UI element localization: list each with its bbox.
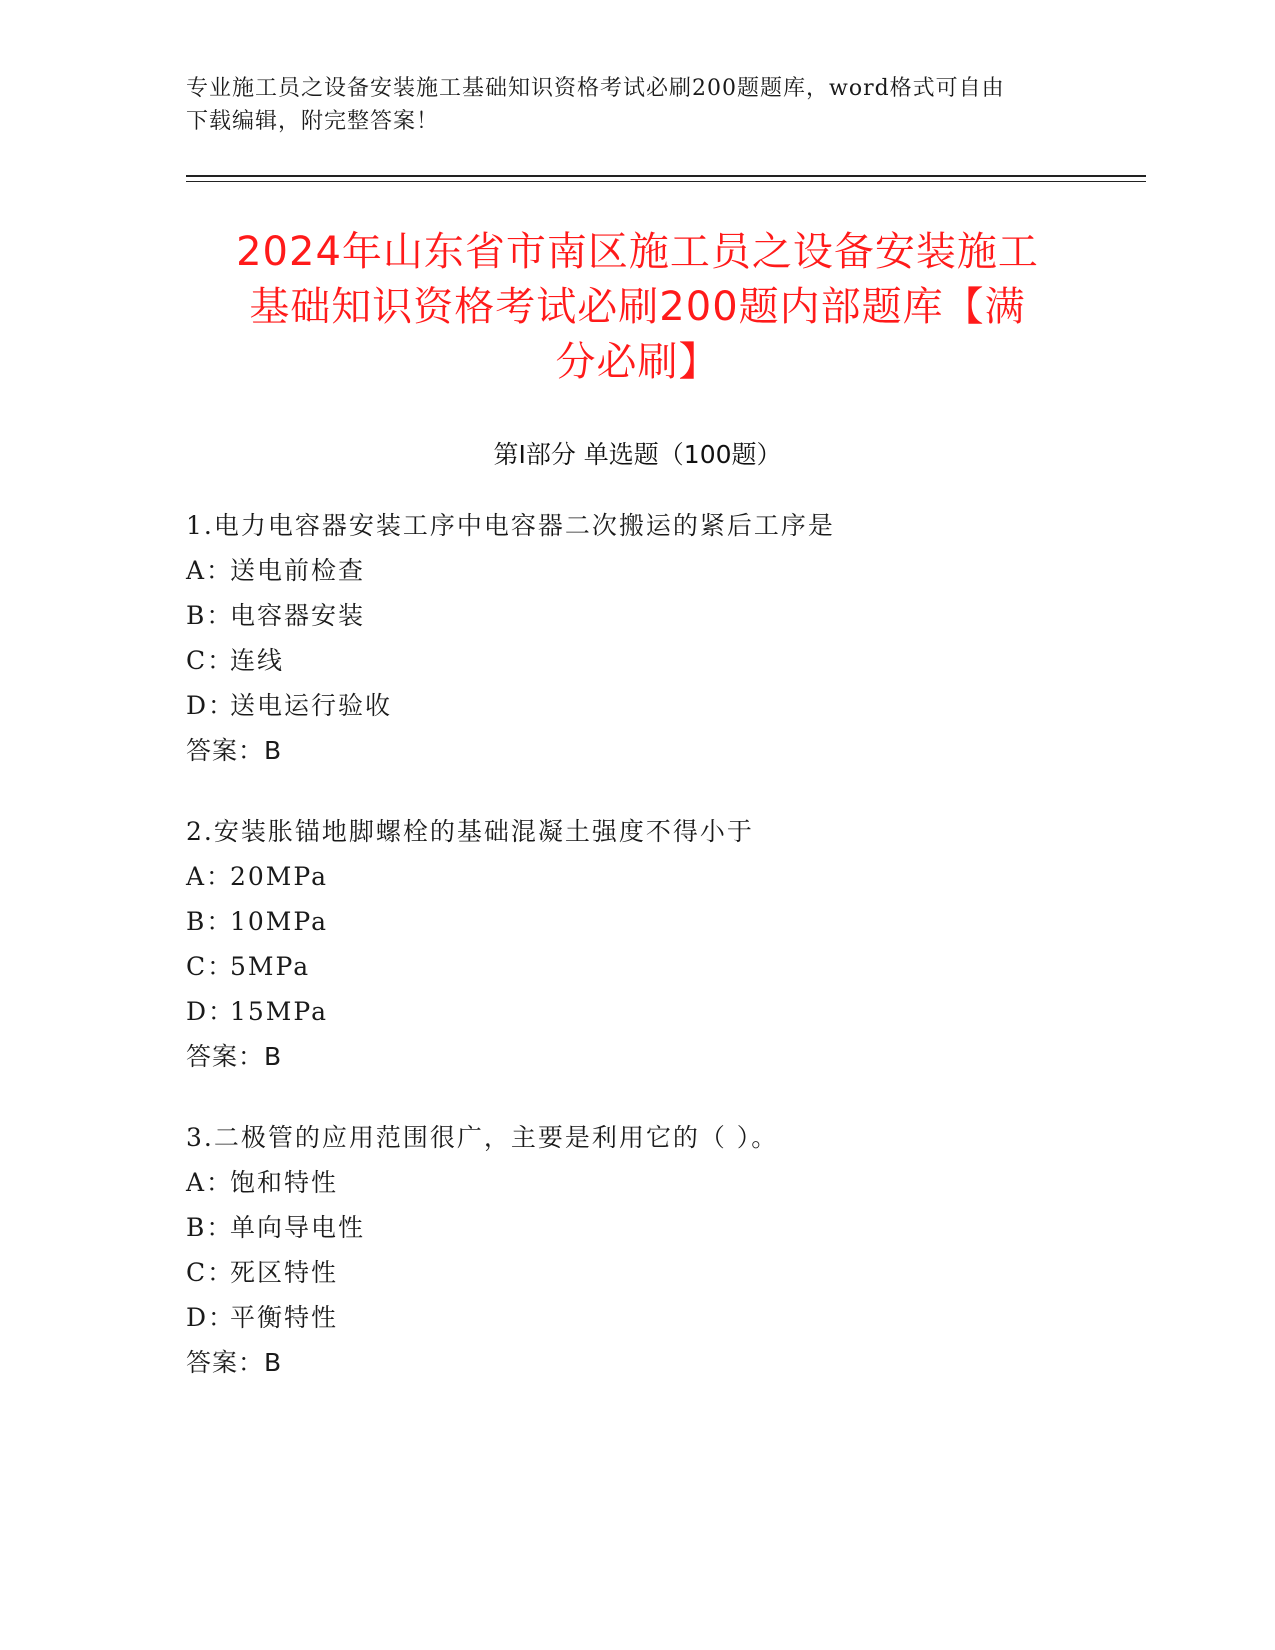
question-2 bbox=[186, 809, 754, 1079]
option-a bbox=[186, 854, 754, 899]
option-text: 饱和特性 bbox=[230, 1168, 339, 1197]
option-d bbox=[186, 1295, 778, 1340]
option-text: 死区特性 bbox=[230, 1258, 339, 1287]
option-b bbox=[186, 1205, 778, 1250]
option-text: 10MPa bbox=[230, 907, 329, 936]
option-a bbox=[186, 548, 835, 593]
header-rule-thin bbox=[186, 181, 1146, 182]
option-text: 连线 bbox=[230, 646, 285, 675]
title-line-2: 基础知识资格考试必刷200题内部题库【满 bbox=[249, 284, 1026, 330]
option-key: A： bbox=[186, 556, 234, 585]
option-text: 送电运行验收 bbox=[230, 691, 393, 720]
option-key: D： bbox=[186, 997, 236, 1026]
answer: 答案：B bbox=[186, 736, 283, 765]
option-c bbox=[186, 638, 835, 683]
option-key: D： bbox=[186, 691, 236, 720]
question-3 bbox=[186, 1115, 778, 1385]
option-text: 电容器安装 bbox=[230, 601, 366, 630]
option-key: B： bbox=[186, 1213, 234, 1242]
option-c bbox=[186, 1250, 778, 1295]
option-key: D： bbox=[186, 1303, 236, 1332]
option-b bbox=[186, 899, 754, 944]
answer: 答案：B bbox=[186, 1042, 283, 1071]
question-stem: 2.安装胀锚地脚螺栓的基础混凝土强度不得小于 bbox=[186, 817, 754, 846]
option-text: 5MPa bbox=[230, 952, 311, 981]
option-key: B： bbox=[186, 907, 234, 936]
option-key: C： bbox=[186, 646, 235, 675]
document-title bbox=[150, 225, 1125, 390]
intro-line-2: 下载编辑，附完整答案！ bbox=[186, 109, 440, 134]
option-key: C： bbox=[186, 952, 235, 981]
option-key: B： bbox=[186, 601, 234, 630]
option-d bbox=[186, 989, 754, 1034]
option-c bbox=[186, 944, 754, 989]
option-d bbox=[186, 683, 835, 728]
option-text: 15MPa bbox=[230, 997, 329, 1026]
option-b bbox=[186, 593, 835, 638]
question-stem: 3.二极管的应用范围很广，主要是利用它的（ ）。 bbox=[186, 1123, 779, 1152]
question-stem: 1.电力电容器安装工序中电容器二次搬运的紧后工序是 bbox=[186, 511, 835, 540]
intro-text bbox=[186, 72, 1066, 138]
option-a bbox=[186, 1160, 778, 1205]
title-line-3: 分必刷】 bbox=[555, 339, 720, 385]
header-rule-thick bbox=[186, 175, 1146, 177]
question-1 bbox=[186, 503, 835, 773]
title-line-1: 2024年山东省市南区施工员之设备安装施工 bbox=[236, 229, 1039, 275]
option-text: 20MPa bbox=[230, 862, 329, 891]
intro-line-1: 专业施工员之设备安装施工基础知识资格考试必刷200题题库，word格式可自由 bbox=[186, 76, 1005, 101]
option-key: C： bbox=[186, 1258, 235, 1287]
option-text: 平衡特性 bbox=[230, 1303, 339, 1332]
option-text: 单向导电性 bbox=[230, 1213, 366, 1242]
option-key: A： bbox=[186, 862, 234, 891]
answer: 答案：B bbox=[186, 1348, 283, 1377]
option-key: A： bbox=[186, 1168, 234, 1197]
section-heading: 第Ⅰ部分 单选题（100题） bbox=[493, 440, 782, 469]
option-text: 送电前检查 bbox=[230, 556, 366, 585]
